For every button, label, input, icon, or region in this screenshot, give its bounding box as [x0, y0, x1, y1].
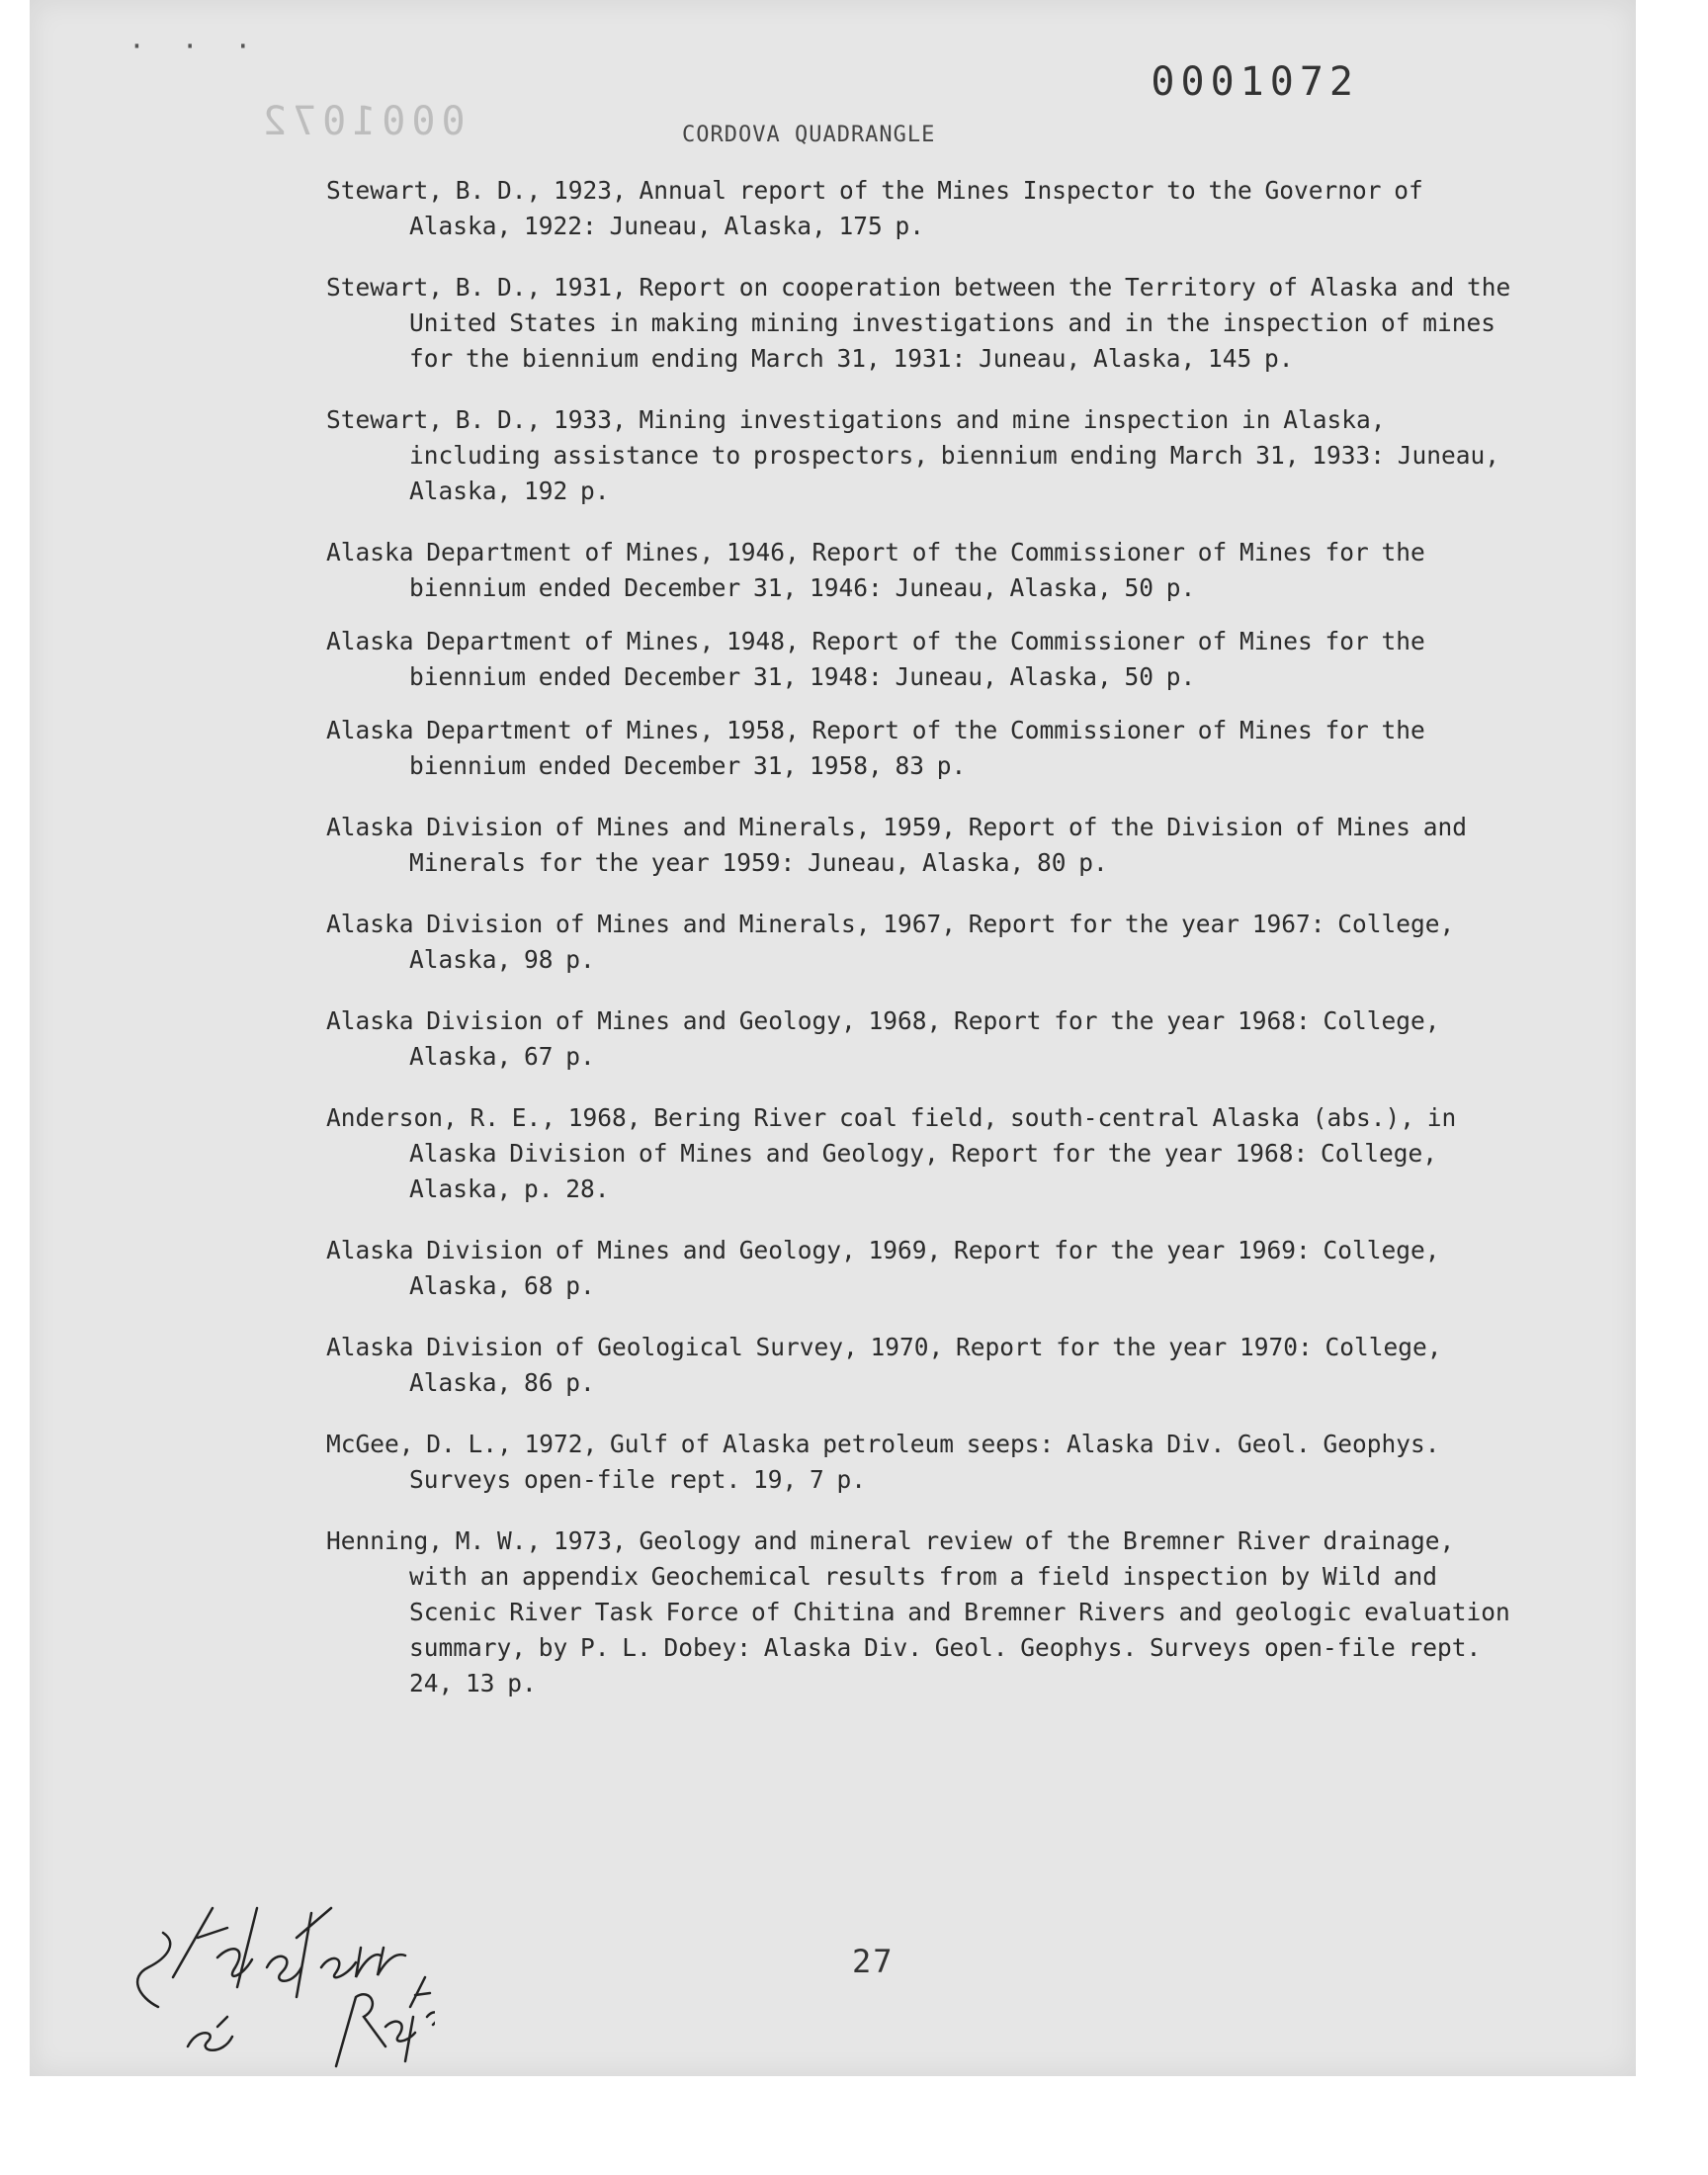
scan-smudge-marks: · · · — [128, 30, 262, 62]
document-number: 0001072 — [1151, 59, 1359, 105]
reference-entry: Alaska Division of Geological Survey, 1970, Report for the year 1970: College, Alaska, 86 p. — [326, 1333, 1442, 1397]
reference-list — [326, 173, 1512, 1727]
bleed-through-number: 0001072 — [257, 99, 466, 144]
page-number: 27 — [852, 1943, 895, 1980]
reference-entry: Henning, M. W., 1973, Geology and mineral review of the Bremner River drainage, with an appendix Geochemical results from a field inspection by Wild and Scenic River Task Force of Chitina and Bremner Rivers and geologic evaluation summary, by P. L. Dobey: Alaska Div. Geol. Geophys. Surveys open-file rept. 24, 13 p. — [326, 1526, 1510, 1697]
reference-entry: Anderson, R. E., 1968, Bering River coal field, south-central Alaska (abs.), in Alaska Division of Mines and Geology, Report for the year 1968: College, Alaska, p. 28. — [326, 1103, 1457, 1203]
handwritten-note — [119, 1849, 435, 2076]
document-page — [30, 0, 1636, 2076]
reference-entry: Stewart, B. D., 1923, Annual report of the Mines Inspector to the Governor of Alaska, 1922: Juneau, Alaska, 175 p. — [326, 176, 1423, 240]
reference-entry: Alaska Division of Mines and Geology, 1969, Report for the year 1969: College, Alaska, 68 p. — [326, 1236, 1440, 1300]
reference-entry: McGee, D. L., 1972, Gulf of Alaska petroleum seeps: Alaska Div. Geol. Geophys. Surveys open-file rept. 19, 7 p. — [326, 1430, 1440, 1494]
reference-entry: Stewart, B. D., 1931, Report on cooperation between the Territory of Alaska and the United States in making mining investigations and in the inspection of mines for the biennium ending March 31, 1931: Juneau, Alaska, 145 p. — [326, 273, 1511, 373]
reference-entry: Alaska Department of Mines, 1958, Report of the Commissioner of Mines for the biennium ended December 31, 1958, 83 p. — [326, 716, 1425, 780]
quadrangle-heading: CORDOVA QUADRANGLE — [682, 123, 936, 147]
reference-entry: Alaska Division of Mines and Geology, 1968, Report for the year 1968: College, Alaska, 67 p. — [326, 1006, 1440, 1071]
reference-entry: Alaska Division of Mines and Minerals, 1967, Report for the year 1967: College, Alaska, 98 p. — [326, 910, 1455, 974]
reference-entry: Alaska Division of Mines and Minerals, 1959, Report of the Division of Mines and Minerals for the year 1959: Juneau, Alaska, 80 p. — [326, 813, 1468, 877]
reference-entry: Alaska Department of Mines, 1948, Report of the Commissioner of Mines for the biennium ended December 31, 1948: Juneau, Alaska, 50 p. — [326, 627, 1425, 691]
reference-entry: Alaska Department of Mines, 1946, Report of the Commissioner of Mines for the biennium ended December 31, 1946: Juneau, Alaska, 50 p. — [326, 538, 1425, 602]
reference-entry: Stewart, B. D., 1933, Mining investigations and mine inspection in Alaska, including assistance to prospectors, biennium ending March 31, 1933: Juneau, Alaska, 192 p. — [326, 405, 1500, 505]
